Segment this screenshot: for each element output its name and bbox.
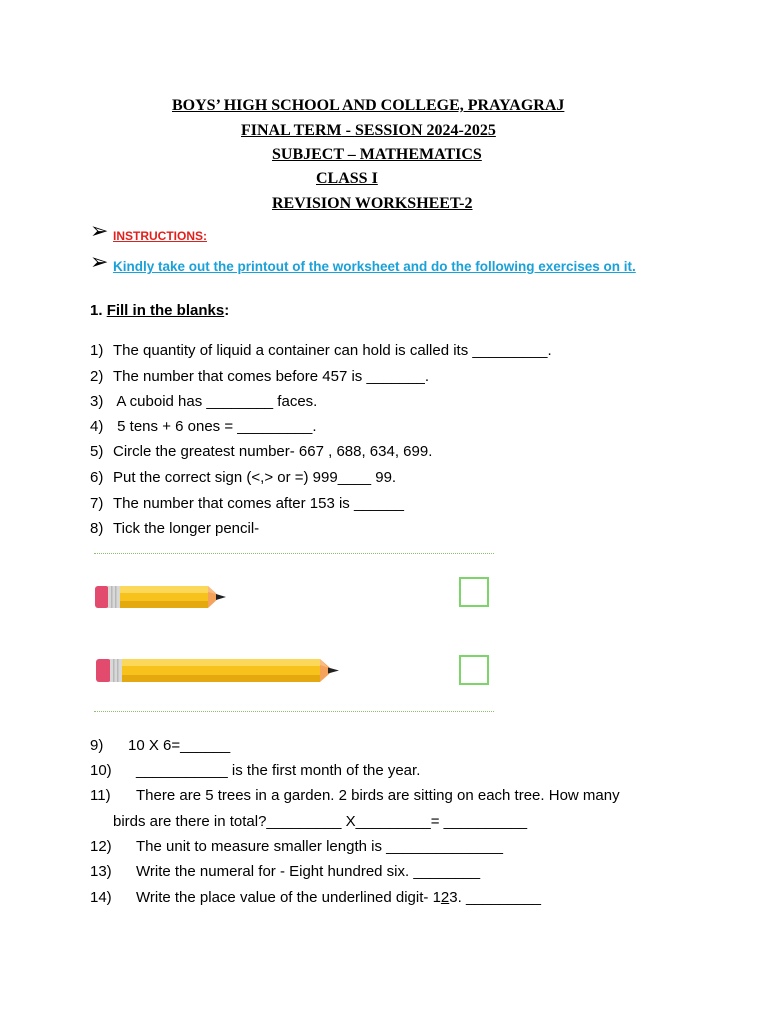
question-item bbox=[90, 418, 317, 436]
question-item bbox=[90, 838, 503, 856]
question-item bbox=[90, 787, 620, 805]
section-colon: : bbox=[224, 302, 230, 319]
term-label: FINAL TERM bbox=[241, 122, 342, 139]
worksheet-title: REVISION WORKSHEET-2 bbox=[272, 195, 473, 212]
question-text: 10 X 6=______ bbox=[128, 737, 231, 754]
checkbox-icon[interactable] bbox=[459, 577, 489, 607]
question-text: Write the numeral for - Eight hundred six. ________ bbox=[136, 863, 481, 880]
checkbox-icon[interactable] bbox=[459, 655, 489, 685]
question-text-end: 3. _________ bbox=[449, 889, 542, 906]
question-number: 8) bbox=[90, 520, 104, 537]
question-item bbox=[90, 495, 404, 513]
section-heading bbox=[90, 302, 229, 319]
question-text: A cuboid has ________ faces. bbox=[113, 393, 318, 410]
question-item bbox=[90, 520, 259, 538]
question-text: The quantity of liquid a container can hold is called its _________. bbox=[113, 342, 552, 359]
question-number: 5) bbox=[90, 443, 104, 460]
question-number: 14) bbox=[90, 889, 112, 906]
question-text: Tick the longer pencil- bbox=[113, 520, 260, 537]
question-number: 13) bbox=[90, 863, 112, 880]
class-line: CLASS I bbox=[316, 170, 378, 187]
question-number: 9) bbox=[90, 737, 104, 754]
pencil-icon bbox=[94, 583, 230, 611]
session-label: SESSION 2024-2025 bbox=[354, 122, 496, 139]
question-number: 10) bbox=[90, 762, 112, 779]
question-number: 3) bbox=[90, 393, 104, 410]
section-title: Fill in the blanks bbox=[106, 302, 225, 319]
question-text-start: Write the place value of the underlined digit- 1 bbox=[136, 889, 441, 906]
question-number: 2) bbox=[90, 368, 104, 385]
question-text: There are 5 trees in a garden. 2 birds are sitting on each tree. How many bbox=[136, 787, 620, 804]
question-text: The number that comes before 457 is _______. bbox=[113, 368, 430, 385]
question-text: birds are there in total?_________ X_________= __________ bbox=[113, 813, 528, 830]
question-item bbox=[90, 469, 396, 487]
question-item bbox=[90, 342, 552, 360]
instructions-label: INSTRUCTIONS: bbox=[113, 229, 207, 243]
dotted-divider bbox=[94, 711, 494, 712]
question-item bbox=[90, 393, 317, 411]
question-number: 12) bbox=[90, 838, 112, 855]
question-text: The unit to measure smaller length is ______________ bbox=[136, 838, 503, 855]
subject-line: SUBJECT – MATHEMATICS bbox=[272, 146, 482, 163]
arrowhead-bullet-icon: ➢ bbox=[90, 219, 109, 244]
arrowhead-bullet-icon: ➢ bbox=[90, 250, 109, 275]
pencil-icon bbox=[95, 656, 343, 685]
question-item bbox=[90, 889, 541, 907]
question-item bbox=[90, 737, 230, 755]
question-text: ___________ is the first month of the year. bbox=[136, 762, 421, 779]
question-item bbox=[90, 762, 420, 780]
underlined-digit: 2 bbox=[440, 889, 450, 906]
question-item bbox=[90, 863, 480, 881]
term-line bbox=[241, 121, 496, 141]
question-number: 1) bbox=[90, 342, 104, 359]
question-number: 7) bbox=[90, 495, 104, 512]
question-item bbox=[90, 443, 432, 461]
question-text: The number that comes after 153 is ______ bbox=[113, 495, 405, 512]
dotted-divider bbox=[94, 553, 494, 554]
question-text: Circle the greatest number- 667 , 688, 634, 699. bbox=[113, 443, 433, 460]
question-number: 6) bbox=[90, 469, 104, 486]
question-text: Put the correct sign (<,> or =) 999____ 99. bbox=[113, 469, 397, 486]
question-text: 5 tens + 6 ones = _________. bbox=[113, 418, 317, 435]
school-name: BOYS’ HIGH SCHOOL AND COLLEGE, PRAYAGRAJ bbox=[172, 97, 565, 114]
question-item bbox=[113, 813, 527, 831]
question-number: 4) bbox=[90, 418, 104, 435]
term-separator: - bbox=[341, 122, 355, 139]
section-number: 1. bbox=[90, 302, 103, 319]
question-item bbox=[90, 368, 429, 386]
instructions-note: Kindly take out the printout of the worksheet and do the following exercises on it. bbox=[113, 259, 636, 274]
question-number: 11) bbox=[90, 787, 111, 804]
